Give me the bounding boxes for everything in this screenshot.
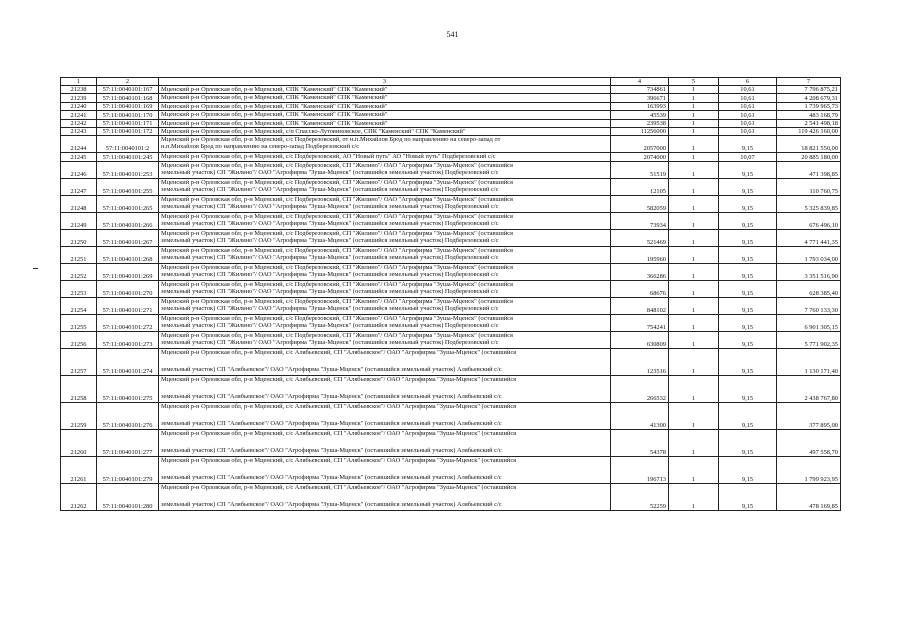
description-line: земельный участок) СП "Алябьевское"/ ОАО "Агрофирма "Зуша-Мценск" (оставшийся земельный участок) Алябьевский с/с [161,365,502,373]
value-cell: 5 771 902,35 [777,331,841,348]
table-row [61,483,841,510]
description-line: земельный участок) СП "Алябьевское"/ ОАО "Агрофирма "Зуша-Мценск" (оставшийся земельный участок) Алябьевский с/с [161,500,502,508]
price-cell: 10,61 [719,119,777,127]
value-cell: 1 130 171,40 [777,348,841,375]
description-line: Мценский р-н Орловская обл, р-н Мценский, с/с Подберезовский, СП "Жилино"/ ОАО "Агрофирма "Зуша-Мценск" (оставшийся [161,178,513,186]
price-cell: 9,15 [719,483,777,510]
description-cell [159,178,611,195]
value-cell: 7 760 133,30 [777,297,841,314]
description-line: земельный участок) СП "Жилино"/ ОАО "Агрофирма "Зуша-Мценск" (оставшийся земельный участок) Подберезовский с/с [161,236,499,244]
price-cell: 9,15 [719,136,777,153]
description-line: Мценский р-н Орловская обл, р-н Мценский, СПК "Каменский" СПК "Каменский" [161,94,388,102]
description-line: Мценский р-н Орловская обл, р-н Мценский, с/с Алябьевский, СП "Алябьевское"/ ОАО "Агрофирма "Зуша-Мценск" (оставшийся [161,429,517,437]
header-cell: 2 [97,78,159,86]
description-cell [159,263,611,280]
area-cell: 239538 [611,119,669,127]
row-number-cell: 21257 [61,348,97,375]
price-cell: 10,61 [719,128,777,136]
row-number-cell: 21260 [61,429,97,456]
area-cell: 163993 [611,102,669,110]
area-cell: 51519 [611,161,669,178]
cadastral-number-cell: 57:11:0040101:275 [97,375,159,402]
value-cell: 20 885 180,00 [777,153,841,161]
share-cell: 1 [669,229,719,246]
description-line: Мценский р-н Орловская обл, р-н Мценский, с/с Алябьевский, СП "Алябьевское"/ ОАО "Агрофирма "Зуша-Мценск" (оставшийся [161,348,517,356]
description-cell [159,195,611,212]
table-row [61,375,841,402]
row-number-cell: 21241 [61,111,97,119]
value-cell: 483 168,79 [777,111,841,119]
row-number-cell: 21251 [61,246,97,263]
share-cell: 1 [669,456,719,483]
price-cell: 9,15 [719,161,777,178]
value-cell: 18 821 550,00 [777,136,841,153]
row-number-cell: 21248 [61,195,97,212]
description-cell [159,314,611,331]
description-cell [159,402,611,429]
table-row [61,153,841,161]
value-cell: 6 901 305,15 [777,314,841,331]
value-cell: 5 325 839,85 [777,195,841,212]
description-line: Мценский р-н Орловская обл, р-н Мценский, с/с Подберезовский, СП "Жилино"/ ОАО "Агрофирма "Зуша-Мценск" (оставшийся [161,263,513,271]
cadastral-number-cell: 57:11:0040101:167 [97,86,159,94]
row-number-cell: 21244 [61,136,97,153]
share-cell: 1 [669,102,719,110]
description-line: земельный участок) СП "Жилино"/ ОАО "Агрофирма "Зуша-Мценск" (оставшийся земельный участок) Подберезовский с/с [161,202,499,210]
table-row [61,161,841,178]
description-cell [159,375,611,402]
page-number: 541 [446,30,459,39]
cadastral-number-cell: 57:11:0040101:272 [97,314,159,331]
description-line: Мценский р-н Орловская обл, р-н Мценский, с/п Спасско-Лутовиновское, СПК "Каменский" СПК "Каменский" [161,128,466,135]
area-cell: 366286 [611,263,669,280]
price-cell: 9,15 [719,402,777,429]
area-cell: 754241 [611,314,669,331]
price-cell: 10,61 [719,94,777,102]
share-cell: 1 [669,178,719,195]
share-cell: 1 [669,161,719,178]
header-cell: 5 [669,78,719,86]
price-cell: 9,15 [719,314,777,331]
share-cell: 1 [669,136,719,153]
row-number-cell: 21242 [61,119,97,127]
price-cell: 9,15 [719,195,777,212]
price-cell: 9,15 [719,280,777,297]
description-cell [159,94,611,102]
table-row [61,429,841,456]
price-cell: 9,15 [719,246,777,263]
description-line: земельный участок) СП "Жилино"/ ОАО "Агрофирма "Зуша-Мценск" (оставшийся земельный участок) Подберезовский с/с [161,321,499,329]
cadastral-number-cell: 57:11:0040101:265 [97,195,159,212]
row-number-cell: 21252 [61,263,97,280]
description-cell [159,153,611,161]
table-row [61,229,841,246]
description-line: Мценский р-н Орловская обл, р-н Мценский, с/с Подберезовский, СП "Жилино"/ ОАО "Агрофирма "Зуша-Мценск" (оставшийся [161,314,513,322]
description-cell [159,86,611,94]
cadastral-number-cell: 57:11:0040101:271 [97,297,159,314]
value-cell: 478 169,85 [777,483,841,510]
table-row [61,280,841,297]
header-cell: 3 [159,78,611,86]
area-cell: 54378 [611,429,669,456]
description-line: н.п.Михайлов Брод по направлению на северо-запад Подберезовский с/с [161,143,360,151]
value-cell: 471 398,85 [777,161,841,178]
row-number-cell: 21243 [61,128,97,136]
description-line: Мценский р-н Орловская обл, р-н Мценский, с/с Подберезовский, АО "Новый путь" АО "Новый путь" Подберезовский с/с [161,153,496,161]
row-number-cell: 21254 [61,297,97,314]
area-cell: 12105 [611,178,669,195]
table-header-row [61,78,841,86]
margin-dash [33,268,38,269]
price-cell: 9,15 [719,297,777,314]
cadastral-number-cell: 57:11:0040101:170 [97,111,159,119]
description-line: Мценский р-н Орловская обл, р-н Мценский, СПК "Каменский" СПК "Каменский" [161,102,388,110]
share-cell: 1 [669,119,719,127]
description-line: Мценский р-н Орловская обл, р-н Мценский, СПК "Каменский" СПК "Каменский" [161,86,388,94]
description-line: земельный участок) СП "Жилино"/ ОАО "Агрофирма "Зуша-Мценск" (оставшийся земельный участок) Подберезовский с/с [161,287,499,295]
value-cell: 119 426 160,00 [777,128,841,136]
share-cell: 1 [669,246,719,263]
value-cell: 4 208 679,31 [777,94,841,102]
description-line: земельный участок) СП "Алябьевское"/ ОАО "Агрофирма "Зуша-Мценск" (оставшийся земельный участок) Алябьевский с/с [161,473,502,481]
description-line: земельный участок) СП "Жилино"/ ОАО "Агрофирма "Зуша-Мценск" (оставшийся земельный участок) Подберезовский с/с [161,270,499,278]
cadastral-number-cell: 57:11:0040101:276 [97,402,159,429]
price-cell: 9,15 [719,375,777,402]
table-row [61,86,841,94]
row-number-cell: 21238 [61,86,97,94]
cadastral-number-cell: 57:11:0040101:280 [97,483,159,510]
table-row [61,263,841,280]
description-line: Мценский р-н Орловская обл, р-н Мценский, с/с Алябьевский, СП "Алябьевское"/ ОАО "Агрофирма "Зуша-Мценск" (оставшийся [161,375,517,383]
description-line: Мценский р-н Орловская обл, р-н Мценский, с/с Подберезовский, СП "Жилино"/ ОАО "Агрофирма "Зуша-Мценск" (оставшийся [161,229,513,237]
table-row [61,297,841,314]
table-row [61,119,841,127]
description-line: Мценский р-н Орловская обл, р-н Мценский, с/с Подберезовский, от н.п.Михайлов Брод по направлению на северо-запад от [161,136,501,144]
area-cell: 196713 [611,456,669,483]
area-cell: 45539 [611,111,669,119]
value-cell: 1 739 965,73 [777,102,841,110]
area-cell: 68676 [611,280,669,297]
cadastral-number-cell: 57:11:0040101:2 [97,136,159,153]
description-line: земельный участок) СП "Жилино"/ ОАО "Агрофирма "Зуша-Мценск" (оставшийся земельный участок) Подберезовский с/с [161,168,499,176]
description-line: земельный участок) СП "Жилино"/ ОАО "Агрофирма "Зуша-Мценск" (оставшийся земельный участок) Подберезовский с/с [161,338,499,346]
description-line: Мценский р-н Орловская обл, р-н Мценский, с/с Алябьевский, СП "Алябьевское"/ ОАО "Агрофирма "Зуша-Мценск" (оставшийся [161,483,517,491]
cadastral-number-cell: 57:11:0040101:253 [97,161,159,178]
description-cell [159,128,611,136]
share-cell: 1 [669,314,719,331]
area-cell: 630809 [611,331,669,348]
value-cell: 4 771 441,35 [777,229,841,246]
description-line: земельный участок) СП "Алябьевское"/ ОАО "Агрофирма "Зуша-Мценск" (оставшийся земельный участок) Алябьевский с/с [161,419,502,427]
description-line: Мценский р-н Орловская обл, р-н Мценский, с/с Подберезовский, СП "Жилино"/ ОАО "Агрофирма "Зуша-Мценск" (оставшийся [161,280,513,288]
area-cell: 734861 [611,86,669,94]
description-line: Мценский р-н Орловская обл, р-н Мценский, СПК "Каменский" СПК "Каменский" [161,119,388,127]
cadastral-number-cell: 57:11:0040101:268 [97,246,159,263]
value-cell: 676 496,10 [777,212,841,229]
cadastral-number-cell: 57:11:0040101:245 [97,153,159,161]
share-cell: 1 [669,483,719,510]
table-row [61,348,841,375]
description-cell [159,246,611,263]
description-cell [159,229,611,246]
description-line: земельный участок) СП "Жилино"/ ОАО "Агрофирма "Зуша-Мценск" (оставшийся земельный участок) Подберезовский с/с [161,219,499,227]
cadastral-number-cell: 57:11:0040101:255 [97,178,159,195]
row-number-cell: 21253 [61,280,97,297]
cadastral-number-cell: 57:11:0040101:273 [97,331,159,348]
price-cell: 9,15 [719,429,777,456]
table-row [61,314,841,331]
row-number-cell: 21246 [61,161,97,178]
cadastral-number-cell: 57:11:0040101:168 [97,94,159,102]
table-row [61,102,841,110]
description-line: Мценский р-н Орловская обл, р-н Мценский, с/с Подберезовский, СП "Жилино"/ ОАО "Агрофирма "Зуша-Мценск" (оставшийся [161,161,513,169]
area-cell: 11256000 [611,128,669,136]
share-cell: 1 [669,402,719,429]
description-line: земельный участок) СП "Алябьевское"/ ОАО "Агрофирма "Зуша-Мценск" (оставшийся земельный участок) Алябьевский с/с [161,392,502,400]
area-cell: 848102 [611,297,669,314]
row-number-cell: 21249 [61,212,97,229]
register-table [60,77,841,511]
header-cell: 1 [61,78,97,86]
table-row [61,331,841,348]
cadastral-number-cell: 57:11:0040101:169 [97,102,159,110]
area-cell: 2057000 [611,136,669,153]
description-line: земельный участок) СП "Алябьевское"/ ОАО "Агрофирма "Зуша-Мценск" (оставшийся земельный участок) Алябьевский с/с [161,446,502,454]
value-cell: 628 385,40 [777,280,841,297]
description-cell [159,102,611,110]
value-cell: 2 541 498,18 [777,119,841,127]
area-cell: 266532 [611,375,669,402]
row-number-cell: 21255 [61,314,97,331]
row-number-cell: 21259 [61,402,97,429]
area-cell: 73934 [611,212,669,229]
row-number-cell: 21258 [61,375,97,402]
area-cell: 41300 [611,402,669,429]
share-cell: 1 [669,86,719,94]
description-line: Мценский р-н Орловская обл, р-н Мценский, СПК "Каменский" СПК "Каменский" [161,111,388,119]
description-cell [159,161,611,178]
row-number-cell: 21245 [61,153,97,161]
cadastral-number-cell: 57:11:0040101:277 [97,429,159,456]
area-cell: 582059 [611,195,669,212]
price-cell: 9,15 [719,212,777,229]
price-cell: 10,61 [719,102,777,110]
description-cell [159,119,611,127]
share-cell: 1 [669,348,719,375]
area-cell: 396671 [611,94,669,102]
description-cell [159,136,611,153]
share-cell: 1 [669,297,719,314]
description-line: Мценский р-н Орловская обл, р-н Мценский, с/с Подберезовский, СП "Жилино"/ ОАО "Агрофирма "Зуша-Мценск" (оставшийся [161,297,513,305]
price-cell: 9,15 [719,263,777,280]
cadastral-number-cell: 57:11:0040101:266 [97,212,159,229]
value-cell: 3 351 516,90 [777,263,841,280]
share-cell: 1 [669,128,719,136]
description-line: Мценский р-н Орловская обл, р-н Мценский, с/с Подберезовский, СП "Жилино"/ ОАО "Агрофирма "Зуша-Мценск" (оставшийся [161,195,513,203]
description-line: Мценский р-н Орловская обл, р-н Мценский, с/с Алябьевский, СП "Алябьевское"/ ОАО "Агрофирма "Зуша-Мценск" (оставшийся [161,402,517,410]
share-cell: 1 [669,375,719,402]
description-cell [159,297,611,314]
description-cell [159,483,611,510]
value-cell: 1 793 034,00 [777,246,841,263]
cadastral-number-cell: 57:11:0040101:267 [97,229,159,246]
table-row [61,195,841,212]
share-cell: 1 [669,153,719,161]
row-number-cell: 21240 [61,102,97,110]
description-cell [159,212,611,229]
table-row [61,456,841,483]
description-line: Мценский р-н Орловская обл, р-н Мценский, с/с Подберезовский, СП "Жилино"/ ОАО "Агрофирма "Зуша-Мценск" (оставшийся [161,212,513,220]
description-cell [159,429,611,456]
share-cell: 1 [669,429,719,456]
share-cell: 1 [669,94,719,102]
row-number-cell: 21262 [61,483,97,510]
value-cell: 1 799 923,95 [777,456,841,483]
price-cell: 9,15 [719,348,777,375]
table-row [61,136,841,153]
row-number-cell: 21250 [61,229,97,246]
share-cell: 1 [669,195,719,212]
table-row [61,128,841,136]
area-cell: 521469 [611,229,669,246]
price-cell: 10,61 [719,86,777,94]
description-line: земельный участок) СП "Жилино"/ ОАО "Агрофирма "Зуша-Мценск" (оставшийся земельный участок) Подберезовский с/с [161,304,499,312]
value-cell: 110 760,75 [777,178,841,195]
description-line: Мценский р-н Орловская обл, р-н Мценский, с/с Подберезовский, СП "Жилино"/ ОАО "Агрофирма "Зуша-Мценск" (оставшийся [161,246,513,254]
share-cell: 1 [669,331,719,348]
row-number-cell: 21261 [61,456,97,483]
price-cell: 9,15 [719,178,777,195]
area-cell: 195960 [611,246,669,263]
header-cell: 4 [611,78,669,86]
share-cell: 1 [669,111,719,119]
price-cell: 10,61 [719,111,777,119]
share-cell: 1 [669,280,719,297]
price-cell: 9,15 [719,229,777,246]
area-cell: 52259 [611,483,669,510]
header-cell: 6 [719,78,777,86]
row-number-cell: 21256 [61,331,97,348]
value-cell: 377 895,00 [777,402,841,429]
table-row [61,111,841,119]
description-cell [159,280,611,297]
table-row [61,246,841,263]
share-cell: 1 [669,263,719,280]
description-line: земельный участок) СП "Жилино"/ ОАО "Агрофирма "Зуша-Мценск" (оставшийся земельный участок) Подберезовский с/с [161,253,499,261]
table-row [61,94,841,102]
value-cell: 2 438 767,80 [777,375,841,402]
cadastral-number-cell: 57:11:0040101:269 [97,263,159,280]
price-cell: 9,15 [719,456,777,483]
cadastral-number-cell: 57:11:0040101:279 [97,456,159,483]
table-row [61,178,841,195]
description-cell [159,348,611,375]
description-cell [159,456,611,483]
table-row [61,212,841,229]
cadastral-number-cell: 57:11:0040101:274 [97,348,159,375]
description-line: Мценский р-н Орловская обл, р-н Мценский, с/с Подберезовский, СП "Жилино"/ ОАО "Агрофирма "Зуша-Мценск" (оставшийся [161,331,513,339]
value-cell: 497 558,70 [777,429,841,456]
price-cell: 10,07 [719,153,777,161]
description-line: земельный участок) СП "Жилино"/ ОАО "Агрофирма "Зуша-Мценск" (оставшийся земельный участок) Подберезовский с/с [161,185,499,193]
area-cell: 2074000 [611,153,669,161]
description-cell [159,111,611,119]
row-number-cell: 21247 [61,178,97,195]
header-cell: 7 [777,78,841,86]
area-cell: 123516 [611,348,669,375]
description-line: Мценский р-н Орловская обл, р-н Мценский, с/с Алябьевский, СП "Алябьевское"/ ОАО "Агрофирма "Зуша-Мценск" (оставшийся [161,456,517,464]
share-cell: 1 [669,212,719,229]
row-number-cell: 21239 [61,94,97,102]
description-cell [159,331,611,348]
value-cell: 7 796 875,21 [777,86,841,94]
cadastral-number-cell: 57:11:0040101:171 [97,119,159,127]
table-row [61,402,841,429]
cadastral-number-cell: 57:11:0040101:270 [97,280,159,297]
price-cell: 9,15 [719,331,777,348]
cadastral-number-cell: 57:11:0040101:172 [97,128,159,136]
